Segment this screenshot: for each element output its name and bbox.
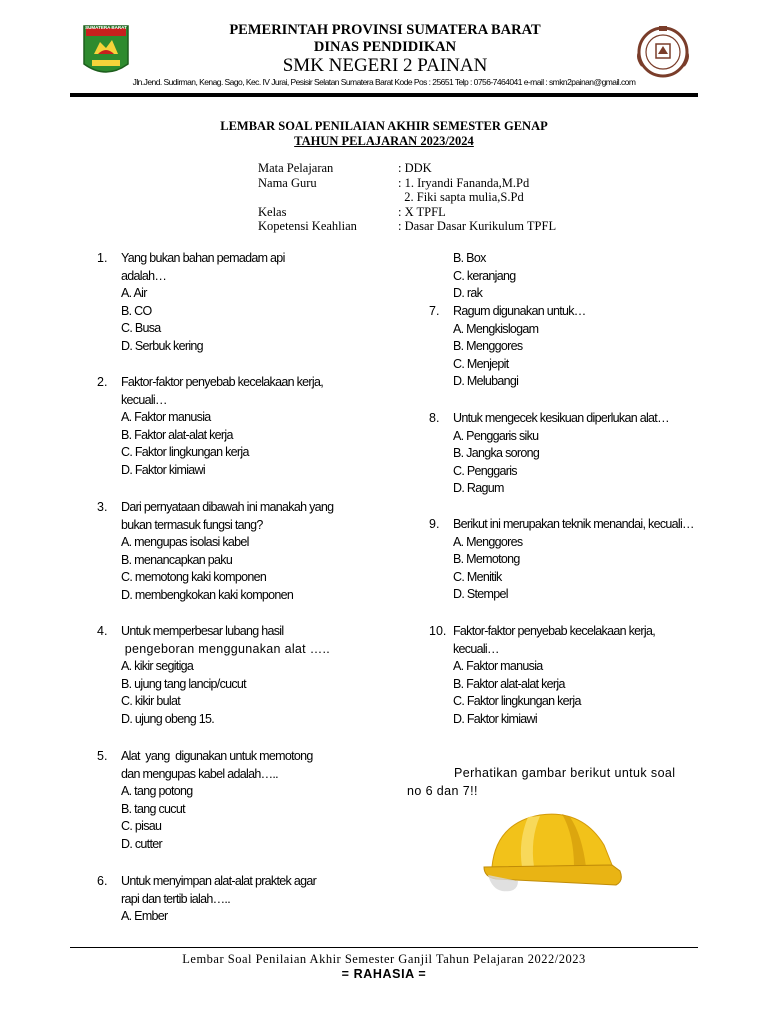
footer-text: Lembar Soal Penilaian Akhir Semester Ganjil Tahun Pelajaran 2022/2023: [182, 952, 586, 966]
footer-secret: = RAHASIA =: [341, 967, 427, 981]
info-row: Kopetensi Keahlian : Dasar Dasar Kurikulum TPFL: [258, 219, 557, 233]
info-row: Nama Guru : 1. Iryandi Fananda,M.Pd: [258, 175, 530, 190]
info-row: Mata Pelajaran : DDK: [258, 161, 432, 175]
school-logo-icon: [636, 24, 690, 80]
footer-divider: [70, 947, 698, 948]
note-line2: no 6 dan 7!!: [407, 784, 478, 798]
province-logo-icon: [80, 24, 132, 80]
province-logo-text: SUMATERA BARAT: [85, 25, 127, 30]
header-line2: DINAS PENDIDIKAN: [313, 39, 457, 55]
header-divider: [70, 93, 698, 97]
doc-title: LEMBAR SOAL PENILAIAN AKHIR SEMESTER GENAP: [220, 119, 548, 133]
note-line1: Perhatikan gambar berikut untuk soal: [454, 766, 676, 780]
safety-helmet-image: [478, 805, 624, 897]
info-row: 2. Fiki sapta mulia,S.Pd: [398, 190, 524, 204]
info-table: [258, 161, 556, 234]
header-line1: PEMERINTAH PROVINSI SUMATERA BARAT: [229, 22, 541, 38]
school-name: SMK NEGERI 2 PAINAN: [282, 55, 488, 76]
info-row: Kelas : X TPFL: [258, 204, 446, 219]
doc-subtitle: TAHUN PELAJARAN 2023/2024: [294, 134, 474, 148]
school-address: Jln.Jend. Sudirman, Kenag. Sago, Kec. IV Jurai, Pesisir Selatan Sumatera Barat Kode Pos : 25651 Telp : 0756-7464041 e-mail : smkn2painan@gmail.com: [132, 77, 636, 87]
